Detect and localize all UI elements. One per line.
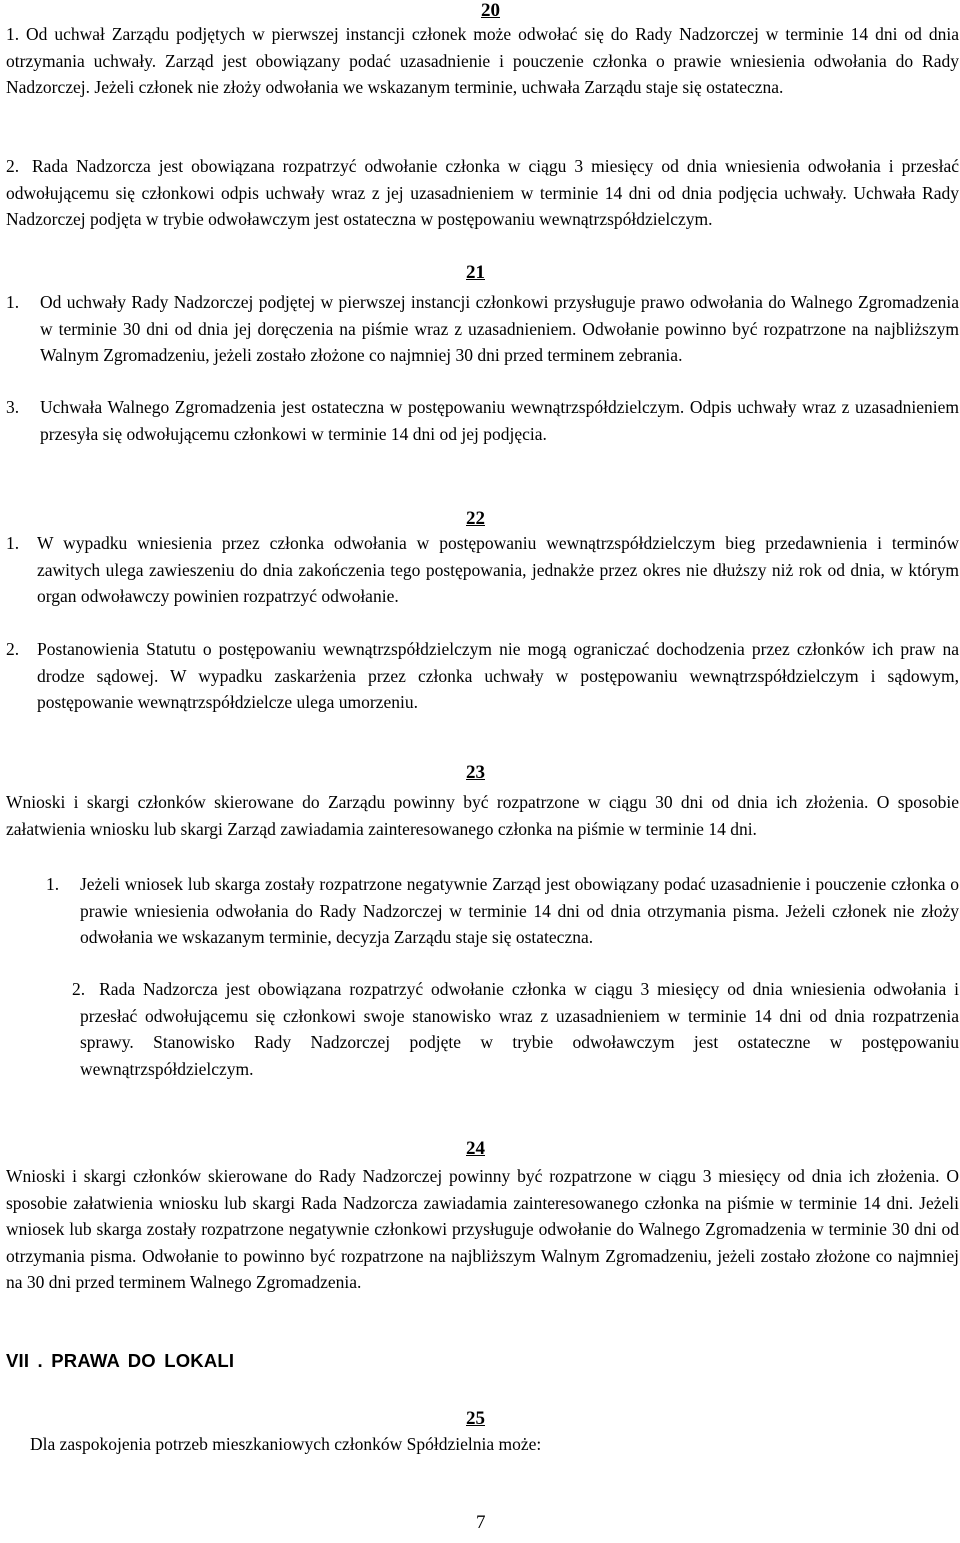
section-22-item-1 <box>6 530 959 610</box>
chapter-heading: VII . PRAWA DO LOKALI <box>6 1350 235 1371</box>
section-heading-23: 23 <box>466 762 485 783</box>
item-number: 2. <box>72 979 86 999</box>
section-21-item-3 <box>6 394 959 447</box>
item-text: Jeżeli wniosek lub skarga zostały rozpatrzone negatywnie Zarząd jest obowiązany podać uzasadnienie i pouczenie członka o prawie wniesienia odwołania do Rady Nadzorczej w terminie 14 dni od dnia otrzymania pisma. Jeżeli członek nie złoży odwołania we wskazanym terminie, decyzja Zarządu staje się ostateczna. <box>80 874 959 947</box>
section-heading-25: 25 <box>466 1408 485 1429</box>
item-text: 2. Rada Nadzorcza jest obowiązana rozpatrzyć odwołanie członka w ciągu 3 miesięcy od dnia wniesienia odwołania i przesłać odwołującemu się członkowi swoje stanowisko wraz z uzasadnieniem w terminie 14 dni od dnia rozpatrzenia sprawy. Stanowisko Rady Nadzorczej podjęte w trybie odwoławczym jest ostateczne w postępowaniu wewnątrzspółdzielczym. <box>72 979 959 1079</box>
item-number: 1. <box>6 24 20 44</box>
item-text: Postanowienia Statutu o postępowaniu wewnątrzspółdzielczym nie mogą ograniczać dochodzenia przez członków ich praw na drodze sądowej. W wypadku zaskarżenia przez członka uchwały w postępowaniu wewnątrzspółdzielczym i sądowym, postępowanie wewnątrzspółdzielcze ulega umorzeniu. <box>37 639 959 712</box>
section-heading-22: 22 <box>466 508 485 529</box>
item-text: W wypadku wniesienia przez członka odwołania w postępowaniu wewnątrzspółdzielczym bieg przedawnienia i terminów zawitych ulega zawieszeniu do dnia zakończenia tego postępowania, jednakże przez okres nie dłuższy niż rok od dnia, w którym organ odwoławczy powinien rozpatrzyć odwołanie. <box>37 533 959 606</box>
item-number: 3. <box>6 397 20 417</box>
section-heading-21: 21 <box>466 262 485 283</box>
page-number: 7 <box>476 1512 486 1533</box>
section-heading-24: 24 <box>466 1138 485 1159</box>
section-20-item-1 <box>6 21 959 101</box>
item-text: Od uchwały Rady Nadzorczej podjętej w pierwszej instancji członkowi przysługuje prawo odwołania do Walnego Zgromadzenia w terminie 30 dni od dnia jej doręczenia na piśmie wraz z uzasadnieniem. Odwołanie powinno być rozpatrzone na najbliższym Walnym Zgromadzeniu, jeżeli zostało złożone co najmniej 30 dni przed terminem zebrania. <box>40 292 959 365</box>
section-heading-20: 20 <box>481 0 500 21</box>
section-23-intro: Wnioski i skargi członków skierowane do Zarządu powinny być rozpatrzone w ciągu 30 dni od dnia ich złożenia. O sposobie załatwienia wniosku lub skargi Zarząd zawiadamia zainteresowanego członka na piśmie w terminie 14 dni. <box>6 792 959 839</box>
section-25-intro: Dla zaspokojenia potrzeb mieszkaniowych członków Spółdzielnia może: <box>30 1434 542 1454</box>
item-number: 1. <box>46 874 60 894</box>
item-number: 1. <box>6 292 20 312</box>
item-text: Rada Nadzorcza jest obowiązana rozpatrzyć odwołanie członka w ciągu 3 miesięcy od dnia wniesienia odwołania i przesłać odwołującemu się członkowi odpis uchwały wraz z jej uzasadnieniem w terminie 14 dni od dnia podjęcia uchwały. Uchwała Rady Nadzorczej podjęta w trybie odwoławczym jest ostateczna w postępowaniu wewnątrzspółdzielczym. <box>6 156 959 229</box>
section-23-item-2 <box>72 976 959 1082</box>
section-23-item-1 <box>46 871 959 951</box>
section-20-item-2 <box>6 153 959 233</box>
item-number: 2. <box>6 156 20 176</box>
section-21-item-1 <box>6 289 959 369</box>
item-number: 2. <box>6 639 20 659</box>
section-22-item-2 <box>6 636 959 716</box>
item-text: Uchwała Walnego Zgromadzenia jest ostateczna w postępowaniu wewnątrzspółdzielczym. Odpis uchwały wraz z uzasadnieniem przesyła się odwołującemu członkowi w terminie 14 dni od jej podjęcia. <box>40 397 959 444</box>
section-24-intro: Wnioski i skargi członków skierowane do Rady Nadzorczej powinny być rozpatrzone w ciągu 3 miesięcy od dnia ich złożenia. O sposobie załatwienia wniosku lub skargi Rada Nadzorcza zawiadamia zainteresowanego członka na piśmie w terminie 14 dni. Jeżeli wniosek lub skarga zostały rozpatrzone negatywnie członkowi przysługuje odwołanie do Walnego Zgromadzenia w terminie 30 dni od otrzymania pisma. Odwołanie to powinno być rozpatrzone na najbliższym Walnym Zgromadzeniu, jeżeli zostało złożone co najmniej na 30 dni przed terminem Walnego Zgromadzenia. <box>6 1166 959 1292</box>
item-number: 1. <box>6 533 20 553</box>
item-text: Od uchwał Zarządu podjętych w pierwszej instancji członek może odwołać się do Rady Nadzorczej w terminie 14 dni od dnia otrzymania uchwały. Zarząd jest obowiązany podać uzasadnienie i pouczenie członka o prawie wniesienia odwołania do Rady Nadzorczej. Jeżeli członek nie złoży odwołania we wskazanym terminie, uchwała Zarządu staje się ostateczna. <box>6 24 959 97</box>
